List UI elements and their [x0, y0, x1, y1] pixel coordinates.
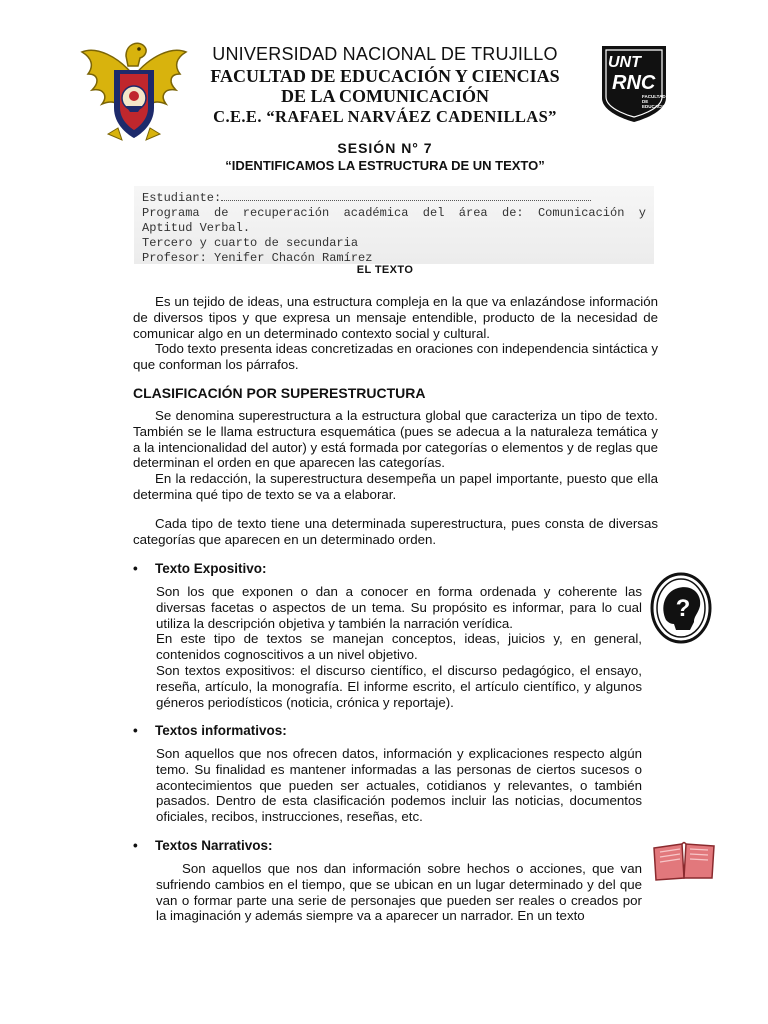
expositivo-paragraph-3: Son textos expositivos: el discurso científico, el discurso pedagógico, el ensayo, reseña, artículo, la monografía. El informe escrito, el artículo científico, y algunos géneros periodísticos (noticia, crónica y reportaje). — [156, 662, 642, 710]
faculty-line-2: DE LA COMUNICACIÓN — [280, 86, 489, 106]
intro-block — [133, 294, 658, 373]
informativos-paragraph-1: Son aquellos que nos ofrecen datos, información y explicaciones respecto algún temo. Su finalidad es mantener informadas a las personas de ciertos sucesos o acontecimientos que pueden ser actuales, cotidianos y relevantes, o también pasados. Dentro de esta clasificación podemos incluir las noticias, documentos oficiales, recibos, instrucciones, reseñas, etc. — [156, 746, 642, 825]
bullet-narrativos — [133, 838, 273, 853]
session-subtitle: “IDENTIFICAMOS LA ESTRUCTURA DE UN TEXTO” — [225, 158, 545, 173]
teacher-line: Profesor: Yenifer Chacón Ramírez — [142, 251, 373, 265]
intro-paragraph-2: Todo texto presenta ideas concretizadas en oraciones con independencia sintáctica y que conforman los párrafos. — [133, 341, 658, 373]
classification-block-2 — [133, 516, 658, 548]
svg-text:?: ? — [675, 595, 691, 622]
thinking-head-icon — [650, 572, 712, 644]
classification-paragraph-3: Cada tipo de texto tiene una determinada superestructura, pues consta de diversas categorías que aparecen en un determinado orden. — [133, 516, 658, 547]
section-title-el-texto: EL TEXTO — [356, 264, 414, 276]
center-name: C.E.E. “RAFAEL NARVÁEZ CADENILLAS” — [213, 107, 557, 126]
classification-heading: CLASIFICACIÓN POR SUPERESTRUCTURA — [133, 385, 426, 401]
classification-block — [133, 408, 658, 503]
narrativos-block — [156, 861, 642, 924]
bullet-expositivo — [133, 561, 267, 576]
university-crest-logo — [78, 36, 190, 144]
expositivo-paragraph-2: En este tipo de textos se manejan conceptos, ideas, juicios y, en general, contenidos cognoscitivos a un nivel objetivo. — [156, 631, 642, 663]
student-label: Estudiante: — [142, 191, 222, 205]
narrativos-title: Textos Narrativos: — [155, 838, 273, 853]
unt-rnc-logo — [598, 44, 670, 124]
narrativos-paragraph-1: Son aquellos que nos dan información sobre hechos o acciones, que van sufriendo cambios en el tiempo, que se ubican en un lugar determinado y del que van o formar parte una serie de personajes que pueden ser reales o creados por la imaginación y además siempre va a aparecer un narrador. En un texto — [156, 861, 642, 924]
classification-paragraph-2: En la redacción, la superestructura desempeña un papel importante, puesto que ella determina qué tipo de texto se va a elaborar. — [133, 471, 658, 502]
program-line-1: Programa de recuperación académica del área de: Comunicación y — [142, 206, 646, 220]
classification-paragraph-1: Se denomina superestructura a la estructura global que caracteriza un tipo de texto. También se le llama estructura esquemática (pues se adecua a la naturaleza temática y a la intencionalidad del autor) y está formada por categorías o elementos y de reglas que determinan el orden en que aparecen las categorías. — [133, 408, 658, 471]
intro-paragraph-1: Es un tejido de ideas, una estructura compleja en la que va enlazándose información de diversos tipos y que expresa un mensaje entendible, producto de la necesidad de comunicar algo en un determinado contexto social y cultural. — [133, 294, 658, 341]
expositivo-block — [156, 584, 642, 710]
bullet-icon: • — [133, 838, 138, 853]
logo-faculty-text: FACULTAD DE EDUCACION — [642, 94, 670, 109]
bullet-informativos — [133, 723, 287, 738]
logo-unt-text: UNT — [608, 54, 641, 71]
student-info-box — [134, 186, 654, 264]
faculty-line-1: FACULTAD DE EDUCACIÓN Y CIENCIAS — [210, 66, 560, 86]
informativos-block — [156, 746, 642, 825]
bullet-icon: • — [133, 723, 138, 738]
logo-rnc-text: RNC — [612, 72, 656, 94]
grade-line: Tercero y cuarto de secundaria — [142, 236, 359, 250]
student-name-blank — [221, 190, 591, 201]
university-name: UNIVERSIDAD NACIONAL DE TRUJILLO — [212, 44, 558, 64]
session-title: SESIÓN N° 7 — [337, 140, 433, 156]
informativos-title: Textos informativos: — [155, 723, 287, 738]
expositivo-title: Texto Expositivo: — [155, 561, 267, 576]
bullet-icon: • — [133, 561, 138, 576]
expositivo-paragraph-1: Son los que exponen o dan a conocer en forma ordenada y coherente las diversas facetas o aspectos de un tema. Su propósito es informar, para lo cual utiliza la descripción objetiva y también la narración verídica. — [156, 584, 642, 631]
student-row — [142, 190, 646, 206]
open-book-icon — [652, 838, 716, 882]
program-line-2: Aptitud Verbal. — [142, 221, 251, 235]
